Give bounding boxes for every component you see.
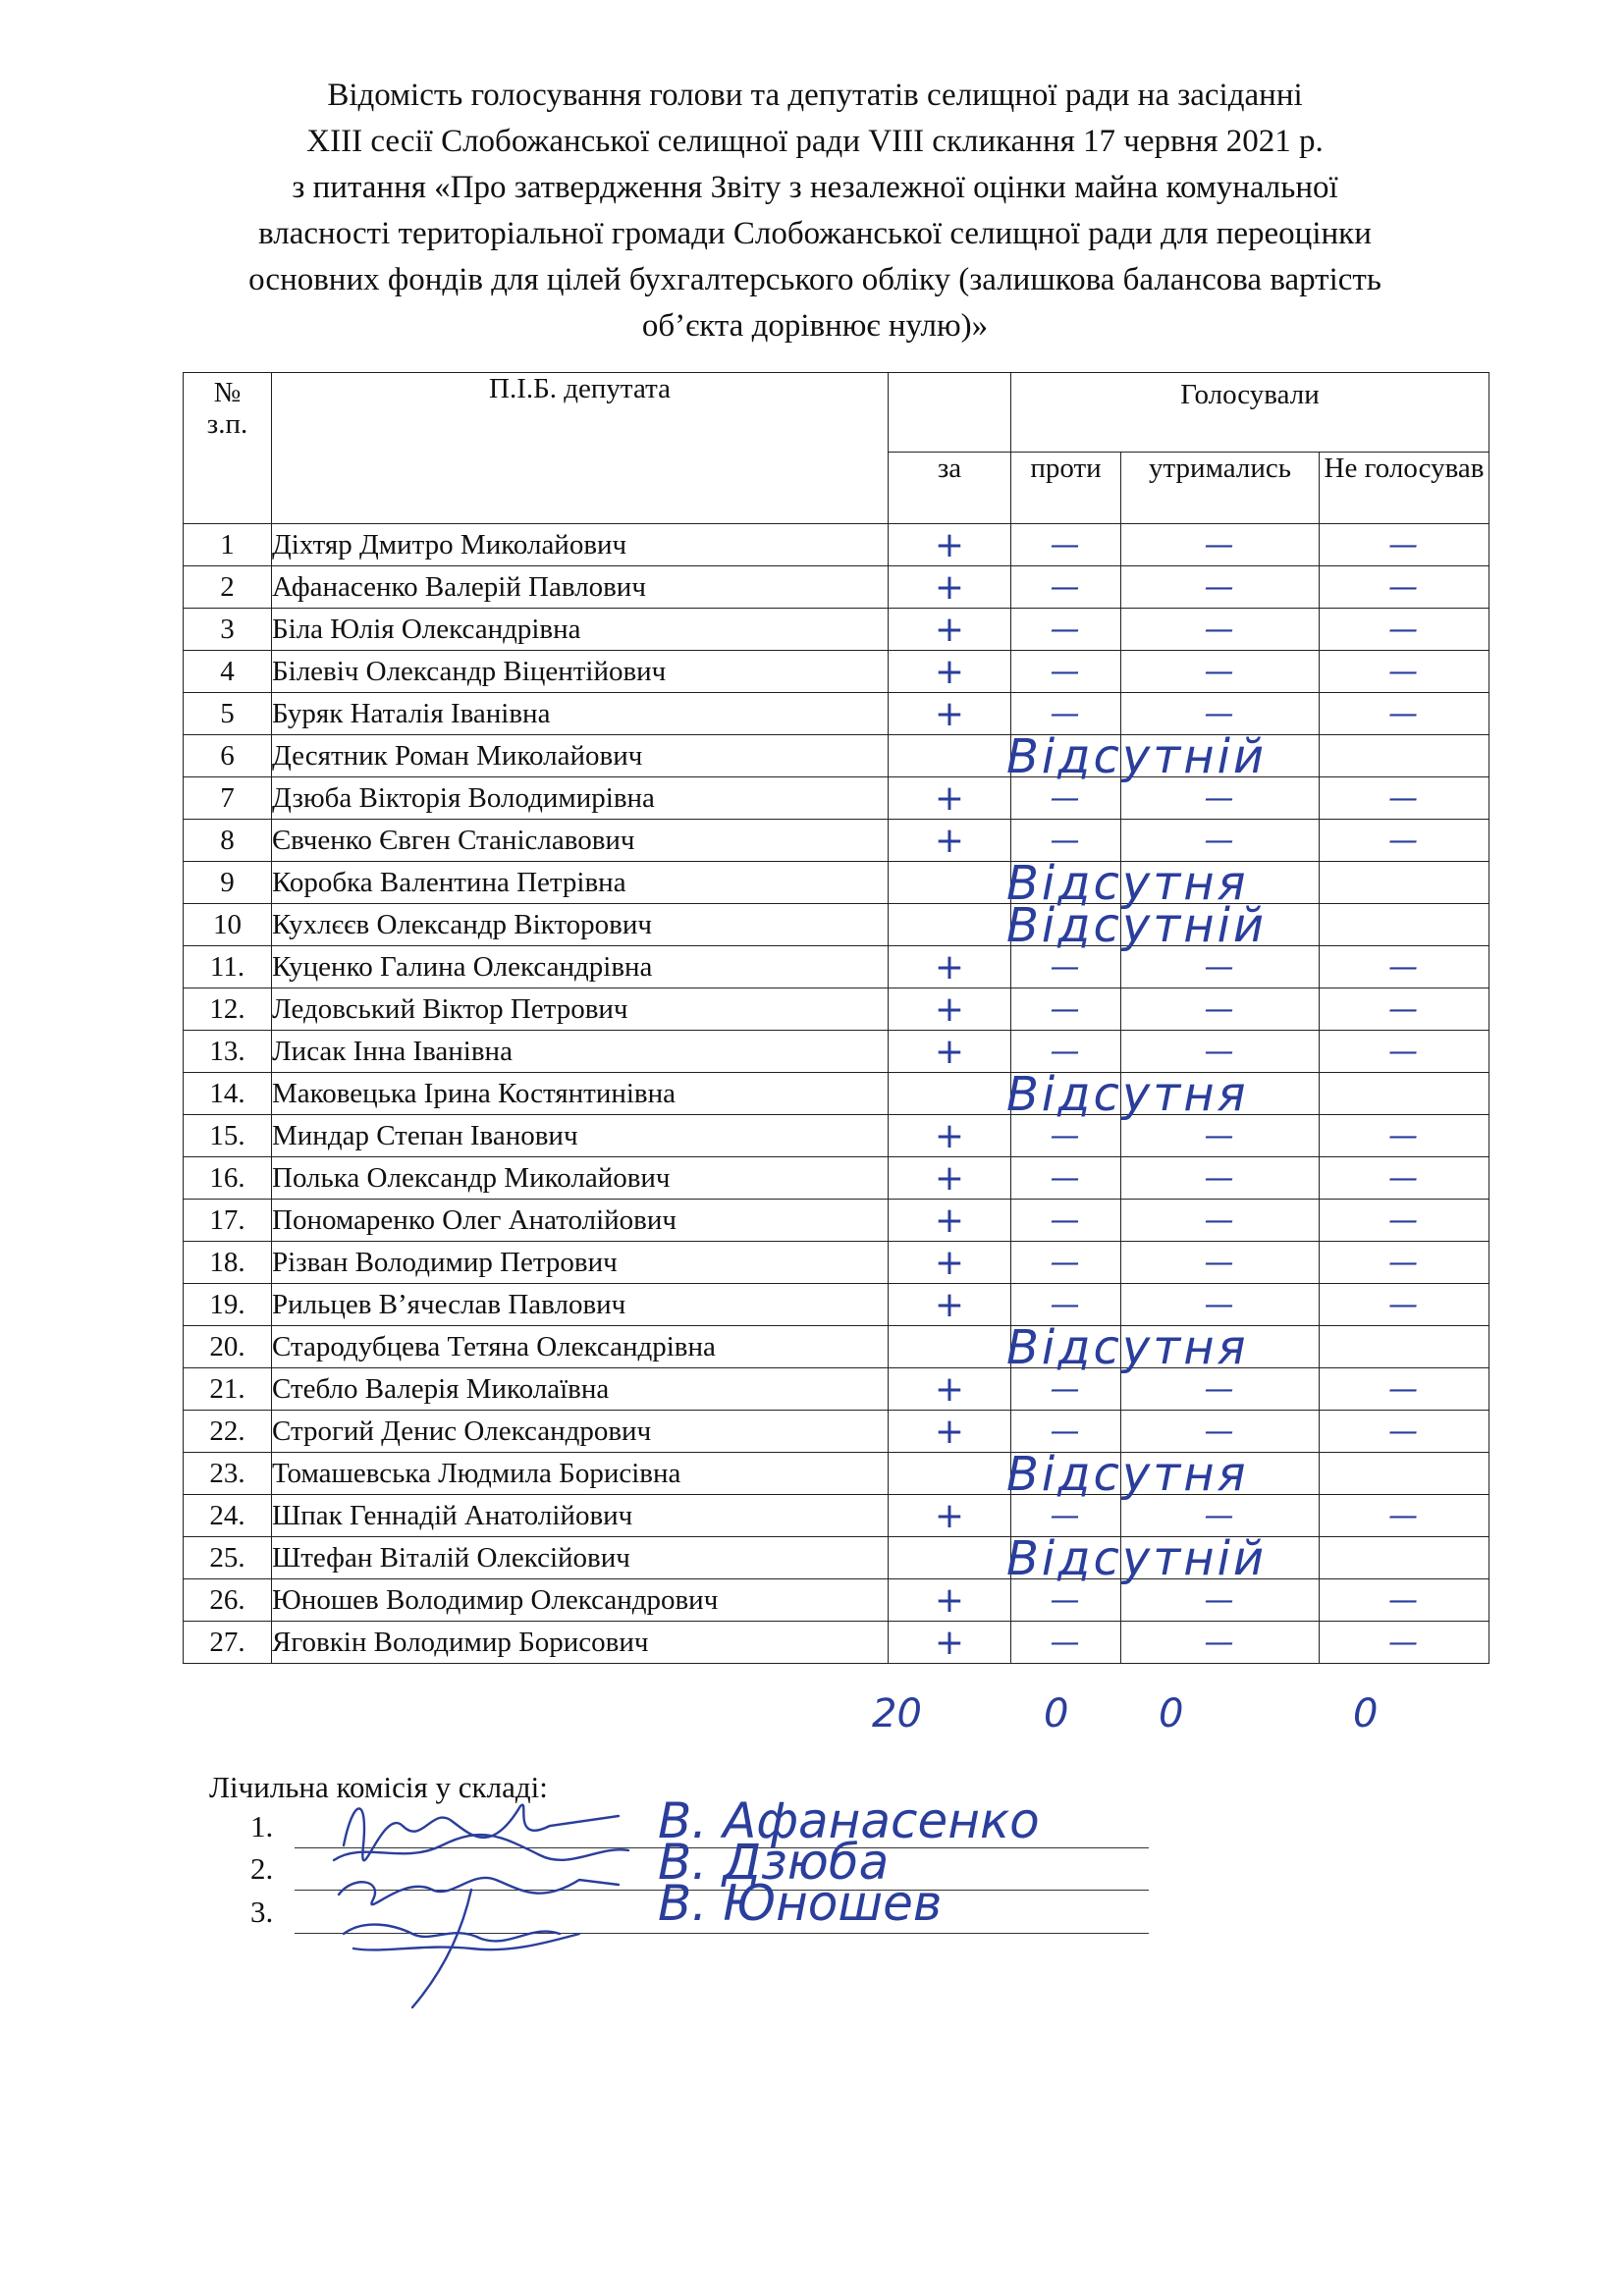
deputy-name: Ледовський Віктор Петрович <box>272 988 889 1031</box>
for-cell <box>889 856 1249 911</box>
abstained-cell <box>1121 1200 1320 1242</box>
against-cell <box>1011 1157 1121 1200</box>
for-cell <box>889 1157 1011 1200</box>
row-number: 17. <box>184 1200 272 1242</box>
table-row <box>184 1579 1489 1622</box>
against-vote-mark: — <box>1050 612 1082 647</box>
for-cell <box>889 1411 1011 1453</box>
for-cell <box>889 566 1011 609</box>
row-number: 27. <box>184 1622 272 1664</box>
abstained-vote-mark: — <box>1204 823 1236 858</box>
absent-mark: Відсутня <box>1006 856 1249 911</box>
not-voted-vote-mark: — <box>1388 569 1420 605</box>
row-number: 2 <box>184 566 272 609</box>
absent-mark: Відсутній <box>1006 729 1268 784</box>
against-cell <box>1011 1200 1121 1242</box>
table-row <box>184 904 1489 946</box>
table-body <box>184 524 1489 1664</box>
not-celld-vote <box>1320 777 1489 820</box>
against-cell <box>1011 566 1121 609</box>
abstained-vote-mark: — <box>1204 991 1236 1027</box>
not-celld-vote <box>1320 1115 1489 1157</box>
row-number: 23. <box>184 1453 272 1495</box>
for-cell <box>889 777 1011 820</box>
against-vote-mark: — <box>1050 1202 1082 1238</box>
against-vote-mark: — <box>1050 569 1082 605</box>
against-cell <box>1011 1622 1121 1664</box>
against-vote-mark: — <box>1050 991 1082 1027</box>
for-vote-mark: + <box>934 946 965 988</box>
not-voted-cell <box>1320 735 1489 777</box>
row-number: 5 <box>184 693 272 735</box>
not-celld-vote <box>1320 1200 1489 1242</box>
deputy-name: Діхтяр Дмитро Миколайович <box>272 524 889 566</box>
header-not-voted: Не голосував <box>1320 453 1489 524</box>
not-voted-cell <box>1320 862 1489 904</box>
deputy-name: Десятник Роман Миколайович <box>272 735 889 777</box>
not-voted-vote-mark: — <box>1388 1245 1420 1280</box>
deputy-name: Маковецька Ірина Костянтинівна <box>272 1073 889 1115</box>
row-number: 13. <box>184 1031 272 1073</box>
for-cell <box>889 1242 1011 1284</box>
for-vote-mark: + <box>934 1284 965 1325</box>
not-celld-vote <box>1320 524 1489 566</box>
row-number: 21. <box>184 1368 272 1411</box>
commission-member <box>250 1895 299 1930</box>
against-vote-mark: — <box>1050 1160 1082 1196</box>
absent-mark: Відсутній <box>1006 898 1268 953</box>
not-voted-vote-mark: — <box>1388 780 1420 816</box>
not-voted-vote-mark: — <box>1388 1202 1420 1238</box>
not-voted-vote-mark: — <box>1388 1034 1420 1069</box>
abstained-vote-mark: — <box>1204 1371 1236 1407</box>
not-voted-vote-mark: — <box>1388 1625 1420 1660</box>
abstained-vote-mark: — <box>1204 569 1236 605</box>
against-vote-mark: — <box>1050 1371 1082 1407</box>
row-number: 12. <box>184 988 272 1031</box>
for-vote-mark: + <box>934 1115 965 1156</box>
abstained-vote-mark: — <box>1204 1625 1236 1660</box>
abstained-vote-mark: — <box>1204 1287 1236 1322</box>
deputy-name: Коробка Валентина Петрівна <box>272 862 889 904</box>
for-vote-mark: + <box>934 1622 965 1663</box>
for-cell <box>889 729 1268 784</box>
against-vote-mark: — <box>1050 654 1082 689</box>
for-cell <box>889 1284 1011 1326</box>
header-for: за <box>889 453 1011 524</box>
not-celld-vote <box>1320 609 1489 651</box>
title-line: XIII сесії Слобожанської селищної ради VIII скликання 17 червня 2021 р. <box>306 124 1324 159</box>
table-row <box>184 1326 1489 1368</box>
table-row <box>184 1537 1489 1579</box>
member-number: 2. <box>250 1851 274 1886</box>
header-voted: Голосували <box>1011 373 1489 453</box>
title-line: власності територіальної громади Слобожанської селищної ради для переоцінки <box>258 216 1372 251</box>
deputy-name: Юношев Володимир Олександрович <box>272 1579 889 1622</box>
not-celld-vote <box>1320 1242 1489 1284</box>
row-number: 16. <box>184 1157 272 1200</box>
not-celld-vote <box>1320 988 1489 1031</box>
not-celld-vote <box>1320 651 1489 693</box>
not-celld-vote <box>1320 1579 1489 1622</box>
abstained-cell <box>1121 651 1320 693</box>
title-line: Відомість голосування голови та депутатів селищної ради на засіданні <box>327 78 1303 113</box>
not-voted-vote-mark: — <box>1388 1287 1420 1322</box>
for-cell <box>889 946 1011 988</box>
abstained-cell <box>1121 609 1320 651</box>
not-voted-cell <box>1320 904 1489 946</box>
total-abstained: 0 <box>1159 1691 1184 1736</box>
against-cell <box>1011 988 1121 1031</box>
not-voted-vote-mark: — <box>1388 823 1420 858</box>
table-row <box>184 988 1489 1031</box>
for-cell <box>889 651 1011 693</box>
not-celld-vote <box>1320 1622 1489 1664</box>
not-celld-vote <box>1320 1411 1489 1453</box>
against-vote-mark: — <box>1050 1034 1082 1069</box>
abstained-cell <box>1121 524 1320 566</box>
for-cell <box>889 1031 1011 1073</box>
table-row <box>184 651 1489 693</box>
deputy-name: Біла Юлія Олександрівна <box>272 609 889 651</box>
for-cell <box>889 1368 1011 1411</box>
not-celld-vote <box>1320 1284 1489 1326</box>
abstained-vote-mark: — <box>1204 949 1236 985</box>
row-number: 19. <box>184 1284 272 1326</box>
table-row <box>184 735 1489 777</box>
abstained-vote-mark: — <box>1204 1202 1236 1238</box>
row-number: 1 <box>184 524 272 566</box>
row-number: 20. <box>184 1326 272 1368</box>
absent-mark: Відсутня <box>1006 1447 1249 1502</box>
deputy-name: Штефан Віталій Олексійович <box>272 1537 889 1579</box>
row-number: 26. <box>184 1579 272 1622</box>
not-voted-vote-mark: — <box>1388 654 1420 689</box>
for-cell <box>889 1067 1249 1122</box>
table-row <box>184 1200 1489 1242</box>
abstained-vote-mark: — <box>1204 1498 1236 1533</box>
for-vote-mark: + <box>934 1411 965 1452</box>
against-vote-mark: — <box>1050 823 1082 858</box>
not-voted-vote-mark: — <box>1388 1371 1420 1407</box>
for-cell <box>889 609 1011 651</box>
table-row <box>184 1495 1489 1537</box>
table-row <box>184 1284 1489 1326</box>
row-number: 25. <box>184 1537 272 1579</box>
deputy-name: Томашевська Людмила Борисівна <box>272 1453 889 1495</box>
member-name: В. Дзюба <box>658 1834 890 1891</box>
against-cell <box>1011 524 1121 566</box>
for-cell <box>889 1320 1249 1375</box>
for-cell <box>889 1200 1011 1242</box>
against-vote-mark: — <box>1050 527 1082 562</box>
table-row <box>184 1622 1489 1664</box>
not-voted-vote-mark: — <box>1388 1160 1420 1196</box>
member-number: 1. <box>250 1809 274 1843</box>
abstained-vote-mark: — <box>1204 1160 1236 1196</box>
against-vote-mark: — <box>1050 1414 1082 1449</box>
deputy-name: Афанасенко Валерій Павлович <box>272 566 889 609</box>
for-cell <box>889 898 1268 953</box>
deputy-name: Буряк Наталія Іванівна <box>272 693 889 735</box>
not-voted-cell <box>1320 1326 1489 1368</box>
against-cell <box>1011 609 1121 651</box>
against-vote-mark: — <box>1050 949 1082 985</box>
row-number: 10 <box>184 904 272 946</box>
against-vote-mark: — <box>1050 1625 1082 1660</box>
not-voted-cell <box>1320 1453 1489 1495</box>
table-row <box>184 862 1489 904</box>
row-number: 14. <box>184 1073 272 1115</box>
not-voted-cell <box>1320 1073 1489 1115</box>
not-voted-vote-mark: — <box>1388 612 1420 647</box>
total-not-voted: 0 <box>1353 1691 1379 1736</box>
header-abstained: утримались <box>1121 453 1320 524</box>
header-name: П.І.Б. депутата <box>272 373 889 524</box>
against-cell <box>1011 1242 1121 1284</box>
deputy-name: Пономаренко Олег Анатолійович <box>272 1200 889 1242</box>
member-name: В. Афанасенко <box>658 1792 1040 1849</box>
table-row <box>184 1368 1489 1411</box>
not-voted-vote-mark: — <box>1388 1498 1420 1533</box>
header-blank <box>889 373 1011 453</box>
deputy-name: Шпак Геннадій Анатолійович <box>272 1495 889 1537</box>
table-row <box>184 1073 1489 1115</box>
absent-mark: Відсутній <box>1006 1531 1268 1586</box>
for-vote-mark: + <box>934 1242 965 1283</box>
abstained-cell <box>1121 988 1320 1031</box>
for-vote-mark: + <box>934 693 965 734</box>
for-vote-mark: + <box>934 566 965 608</box>
not-voted-vote-mark: — <box>1388 696 1420 731</box>
for-vote-mark: + <box>934 777 965 819</box>
header-number: № з.п. <box>184 373 272 524</box>
table-row <box>184 1411 1489 1453</box>
abstained-cell <box>1121 1242 1320 1284</box>
abstained-vote-mark: — <box>1204 1245 1236 1280</box>
for-cell <box>889 1115 1011 1157</box>
row-number: 18. <box>184 1242 272 1284</box>
not-celld-vote <box>1320 1031 1489 1073</box>
for-vote-mark: + <box>934 1200 965 1241</box>
not-voted-vote-mark: — <box>1388 1118 1420 1153</box>
against-cell <box>1011 651 1121 693</box>
title-line: основних фондів для цілей бухгалтерського обліку (залишкова балансова вартість <box>248 262 1381 297</box>
abstained-vote-mark: — <box>1204 1414 1236 1449</box>
deputy-name: Кухлєєв Олександр Вікторович <box>272 904 889 946</box>
not-voted-vote-mark: — <box>1388 949 1420 985</box>
for-cell <box>889 1622 1011 1664</box>
for-vote-mark: + <box>934 524 965 565</box>
deputy-name: Євченко Євген Станіславович <box>272 820 889 862</box>
abstained-vote-mark: — <box>1204 1582 1236 1618</box>
abstained-vote-mark: — <box>1204 527 1236 562</box>
total-for: 20 <box>872 1691 922 1736</box>
deputy-name: Дзюба Вікторія Володимирівна <box>272 777 889 820</box>
title-line: з питання «Про затвердження Звіту з незалежної оцінки майна комунальної <box>292 170 1338 205</box>
commission-member <box>250 1851 299 1887</box>
deputy-name: Строгий Денис Олександрович <box>272 1411 889 1453</box>
abstained-vote-mark: — <box>1204 780 1236 816</box>
deputy-name: Білевіч Олександр Віцентійович <box>272 651 889 693</box>
table-row <box>184 693 1489 735</box>
for-vote-mark: + <box>934 820 965 861</box>
row-number: 11. <box>184 946 272 988</box>
deputy-name: Куценко Галина Олександрівна <box>272 946 889 988</box>
for-vote-mark: + <box>934 1368 965 1410</box>
not-voted-vote-mark: — <box>1388 1582 1420 1618</box>
table-row <box>184 946 1489 988</box>
for-cell <box>889 1531 1268 1586</box>
not-celld-vote <box>1320 1495 1489 1537</box>
not-voted-cell <box>1320 1537 1489 1579</box>
table-row <box>184 609 1489 651</box>
not-celld-vote <box>1320 946 1489 988</box>
document-title <box>216 73 1414 349</box>
not-celld-vote <box>1320 566 1489 609</box>
table-row <box>184 1242 1489 1284</box>
deputy-name: Лисак Інна Іванівна <box>272 1031 889 1073</box>
row-number: 22. <box>184 1411 272 1453</box>
for-cell <box>889 1447 1249 1502</box>
for-vote-mark: + <box>934 1157 965 1199</box>
for-vote-mark: + <box>934 988 965 1030</box>
deputy-name: Стародубцева Тетяна Олександрівна <box>272 1326 889 1368</box>
against-vote-mark: — <box>1050 1498 1082 1533</box>
for-vote-mark: + <box>934 1495 965 1536</box>
for-cell <box>889 988 1011 1031</box>
for-vote-mark: + <box>934 609 965 650</box>
for-vote-mark: + <box>934 1579 965 1621</box>
for-cell <box>889 693 1011 735</box>
row-number: 9 <box>184 862 272 904</box>
member-name: В. Юношев <box>658 1875 943 1932</box>
deputy-name: Полька Олександр Миколайович <box>272 1157 889 1200</box>
not-voted-vote-mark: — <box>1388 1414 1420 1449</box>
commission-label: Лічильна комісія у складі: <box>209 1770 548 1804</box>
abstained-vote-mark: — <box>1204 612 1236 647</box>
row-number: 6 <box>184 735 272 777</box>
total-against: 0 <box>1044 1691 1069 1736</box>
abstained-cell <box>1121 1622 1320 1664</box>
row-number: 3 <box>184 609 272 651</box>
not-celld-vote <box>1320 820 1489 862</box>
table-row <box>184 1453 1489 1495</box>
deputy-name: Різван Володимир Петрович <box>272 1242 889 1284</box>
header-against: проти <box>1011 453 1121 524</box>
against-vote-mark: — <box>1050 1118 1082 1153</box>
member-number: 3. <box>250 1895 274 1929</box>
row-number: 8 <box>184 820 272 862</box>
abstained-cell <box>1121 566 1320 609</box>
deputy-name: Яговкін Володимир Борисович <box>272 1622 889 1664</box>
table-row <box>184 1031 1489 1073</box>
against-vote-mark: — <box>1050 1245 1082 1280</box>
abstained-vote-mark: — <box>1204 654 1236 689</box>
not-celld-vote <box>1320 1368 1489 1411</box>
not-voted-vote-mark: — <box>1388 527 1420 562</box>
title-line: об’єкта дорівнює нулю)» <box>641 308 989 344</box>
not-celld-vote <box>1320 693 1489 735</box>
table-row <box>184 524 1489 566</box>
row-number: 24. <box>184 1495 272 1537</box>
against-vote-mark: — <box>1050 780 1082 816</box>
not-voted-vote-mark: — <box>1388 991 1420 1027</box>
abstained-vote-mark: — <box>1204 696 1236 731</box>
for-vote-mark: + <box>934 651 965 692</box>
table-row <box>184 820 1489 862</box>
abstained-vote-mark: — <box>1204 1034 1236 1069</box>
deputy-name: Рильцев В’ячеслав Павлович <box>272 1284 889 1326</box>
against-vote-mark: — <box>1050 1287 1082 1322</box>
for-cell <box>889 1495 1011 1537</box>
table-row <box>184 1157 1489 1200</box>
deputy-name: Миндар Степан Іванович <box>272 1115 889 1157</box>
row-number: 15. <box>184 1115 272 1157</box>
for-cell <box>889 1579 1011 1622</box>
table-row <box>184 566 1489 609</box>
against-vote-mark: — <box>1050 696 1082 731</box>
table-row <box>184 777 1489 820</box>
for-vote-mark: + <box>934 1031 965 1072</box>
absent-mark: Відсутня <box>1006 1320 1249 1375</box>
for-cell <box>889 524 1011 566</box>
table-row <box>184 1115 1489 1157</box>
not-celld-vote <box>1320 1157 1489 1200</box>
for-cell <box>889 820 1011 862</box>
absent-mark: Відсутня <box>1006 1067 1249 1122</box>
abstained-vote-mark: — <box>1204 1118 1236 1153</box>
row-number: 4 <box>184 651 272 693</box>
against-vote-mark: — <box>1050 1582 1082 1618</box>
abstained-cell <box>1121 1157 1320 1200</box>
row-number: 7 <box>184 777 272 820</box>
signatures-scribble <box>324 1787 638 2012</box>
commission-member <box>250 1809 299 1844</box>
voting-table <box>183 372 1489 1664</box>
deputy-name: Стебло Валерія Миколаївна <box>272 1368 889 1411</box>
